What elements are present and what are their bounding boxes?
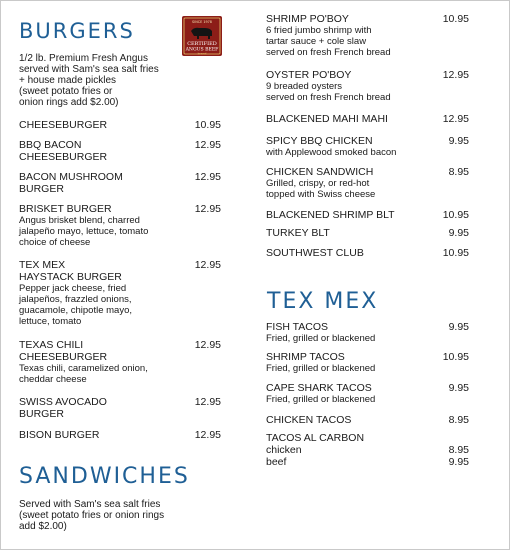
item-price: 10.95 (194, 119, 221, 131)
item-price: 12.95 (194, 203, 221, 215)
item-name: SWISS AVOCADO BURGER (19, 396, 107, 420)
svg-text:ANGUS BEEF: ANGUS BEEF (185, 47, 219, 53)
item-name: BLACKENED MAHI MAHI (266, 113, 388, 125)
menu-item (19, 203, 194, 248)
item-price: 12.95 (194, 139, 221, 151)
item-description: Fried, grilled or blackened (266, 333, 376, 344)
svg-text:SINCE 1978: SINCE 1978 (192, 20, 212, 24)
item-name: TACOS AL CARBON (266, 432, 365, 444)
item-name: BISON BURGER (19, 429, 100, 441)
item-description: Fried, grilled or blackened (266, 394, 376, 405)
item-description: Fried, grilled or blackened (266, 363, 376, 374)
item-name: SPICY BBQ CHICKEN (266, 135, 373, 147)
item-description: Texas chili, caramelized onion, cheddar cheese (19, 363, 148, 385)
item-name: TEXAS CHILI CHEESEBURGER (19, 339, 108, 363)
menu-item (266, 209, 441, 221)
item-price: 9.95 (448, 382, 469, 394)
menu-item (19, 139, 189, 163)
menu-item (19, 119, 189, 131)
item-price: 12.95 (442, 113, 469, 125)
section-title-sandwiches: SANDWICHES (19, 464, 190, 489)
item-option-price: 9.95 (448, 456, 469, 468)
item-name: CHEESEBURGER (19, 119, 108, 131)
item-price: 10.95 (442, 247, 469, 259)
menu-item (19, 171, 189, 195)
item-name: OYSTER PO'BOY (266, 69, 352, 81)
menu-item (266, 13, 441, 58)
item-price: 12.95 (194, 396, 221, 408)
item-price: 10.95 (442, 13, 469, 25)
item-name: TURKEY BLT (266, 227, 330, 239)
item-description: Angus brisket blend, charred jalapeño mayo, lettuce, tomato choice of cheese (19, 215, 149, 248)
menu-item (266, 321, 441, 344)
menu-item (19, 339, 194, 385)
menu-item (266, 135, 441, 158)
item-price: 9.95 (448, 321, 469, 333)
sandwiches-intro: Served with Sam's sea salt fries (sweet potato fries or onion rings add $2.00) (19, 499, 165, 532)
item-price: 10.95 (442, 351, 469, 363)
menu-item (266, 247, 441, 259)
item-option-price: 8.95 (448, 444, 469, 456)
item-name: SOUTHWEST CLUB (266, 247, 364, 259)
item-price: 12.95 (194, 429, 221, 441)
item-price: 9.95 (448, 227, 469, 239)
menu-item (266, 227, 441, 239)
item-price: 12.95 (194, 259, 221, 271)
item-description: 6 fried jumbo shrimp with tartar sauce + cole slaw served on fresh French bread (266, 25, 391, 58)
item-name: SHRIMP PO'BOY (266, 13, 349, 25)
burgers-intro: 1/2 lb. Premium Fresh Angus served with Sam's sea salt fries + house made pickles (sweet potato fries or onion rings add $2.00) (19, 53, 159, 108)
item-name: BLACKENED SHRIMP BLT (266, 209, 395, 221)
item-name: SHRIMP TACOS (266, 351, 345, 363)
item-name: CHICKEN SANDWICH (266, 166, 374, 178)
item-name: CAPE SHARK TACOS (266, 382, 372, 394)
item-option: beef (266, 456, 287, 468)
item-price: 9.95 (448, 135, 469, 147)
item-price: 12.95 (194, 339, 221, 351)
item-description: 9 breaded oysters served on fresh French bread (266, 81, 391, 103)
menu-item (266, 351, 441, 374)
menu-item (266, 113, 441, 125)
item-price: 8.95 (448, 166, 469, 178)
item-name: TEX MEX HAYSTACK BURGER (19, 259, 122, 283)
menu-item (266, 382, 441, 405)
item-description: Grilled, crispy, or red-hot topped with Swiss cheese (266, 178, 376, 200)
section-title-burgers: BURGERS (19, 19, 135, 43)
item-name: CHICKEN TACOS (266, 414, 352, 426)
item-name: FISH TACOS (266, 321, 329, 333)
menu-item (19, 429, 189, 441)
item-name: BBQ BACON CHEESEBURGER (19, 139, 108, 163)
item-name: BACON MUSHROOM BURGER (19, 171, 123, 195)
menu-item (19, 259, 189, 327)
certified-angus-beef-logo (181, 15, 223, 57)
svg-text:brand: brand (197, 51, 207, 56)
item-price: 10.95 (442, 209, 469, 221)
section-title-tex-mex: TEX MEX (267, 289, 379, 314)
menu-item (266, 432, 441, 468)
item-price: 12.95 (442, 69, 469, 81)
menu-item (266, 69, 441, 103)
menu-item (266, 414, 441, 426)
item-price: 12.95 (194, 171, 221, 183)
item-name: BRISKET BURGER (19, 203, 112, 215)
item-description: Pepper jack cheese, fried jalapeños, frazzled onions, guacamole, chipotle mayo, lettuce, tomato (19, 283, 133, 327)
item-price: 8.95 (448, 414, 469, 426)
item-option: chicken (266, 444, 302, 456)
svg-text:CERTIFIED: CERTIFIED (187, 41, 217, 47)
item-description: with Applewood smoked bacon (266, 147, 397, 158)
menu-item (266, 166, 441, 200)
menu-item (19, 396, 189, 420)
